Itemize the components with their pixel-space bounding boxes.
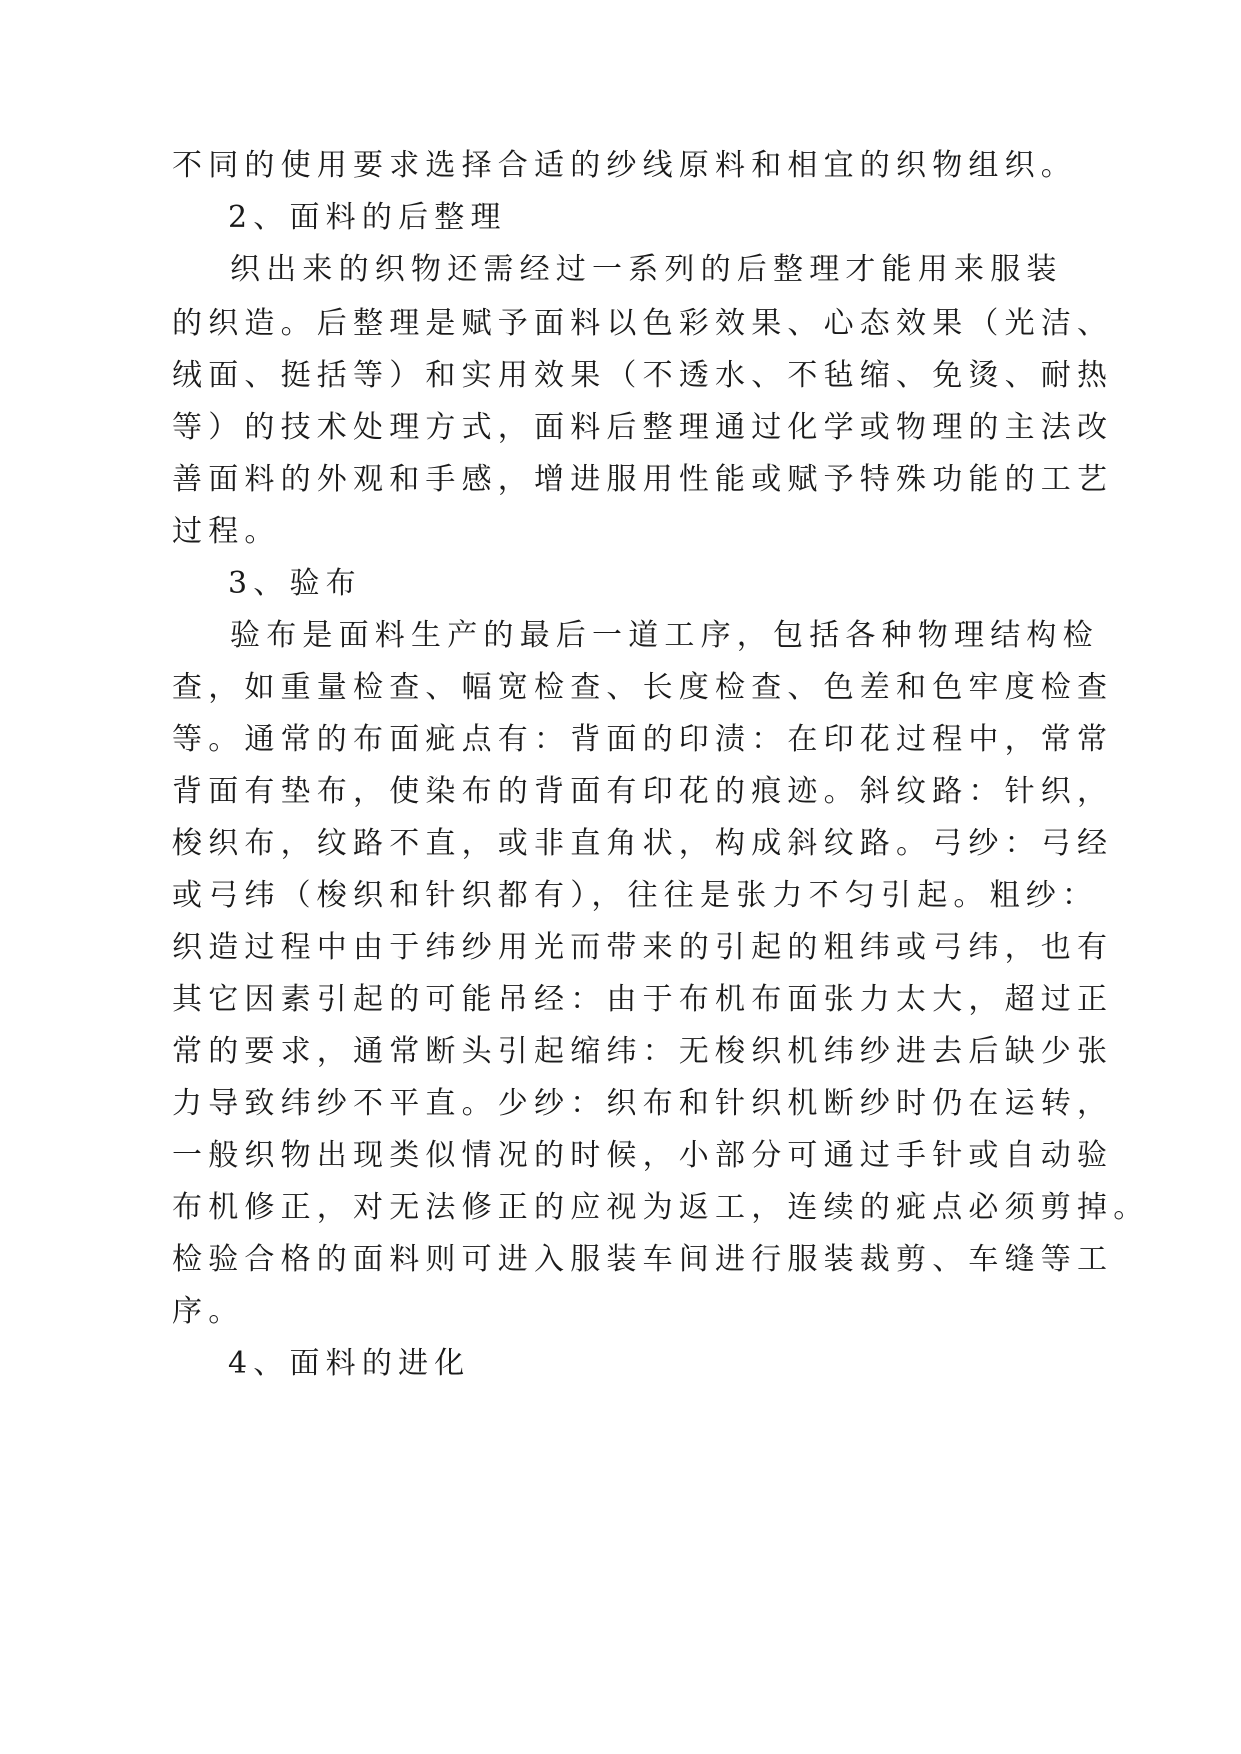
section-heading: 2、面料的后整理: [228, 200, 507, 235]
text-line: 的织造。后整理是赋予面料以色彩效果、心态效果（光洁、: [172, 306, 1114, 341]
text-line: 验布是面料生产的最后一道工序，包括各种物理结构检: [230, 618, 1099, 653]
text-line: 查，如重量检查、幅宽检查、长度检查、色差和色牢度检查: [172, 670, 1114, 705]
text-line: 等）的技术处理方式，面料后整理通过化学或物理的主法改: [172, 410, 1114, 445]
text-line: 或弓纬（梭织和针织都有），往往是张力不匀引起。粗纱：: [172, 878, 1099, 913]
text-line: 等。通常的布面疵点有：背面的印渍：在印花过程中，常常: [172, 722, 1114, 757]
text-line: 力导致纬纱不平直。少纱：织布和针织机断纱时仍在运转，: [172, 1086, 1114, 1121]
text-line: 其它因素引起的可能吊经：由于布机布面张力太大，超过正: [172, 982, 1114, 1017]
text-line: 常的要求，通常断头引起缩纬：无梭织机纬纱进去后缺少张: [172, 1034, 1114, 1069]
text-line: 绒面、挺括等）和实用效果（不透水、不毡缩、免烫、耐热: [172, 358, 1114, 393]
text-line: 善面料的外观和手感，增进服用性能或赋予特殊功能的工艺: [172, 462, 1114, 497]
section-heading: 3、验布: [228, 566, 362, 601]
text-line: 背面有垫布，使染布的背面有印花的痕迹。斜纹路：针织，: [172, 774, 1114, 809]
text-line: 布机修正，对无法修正的应视为返工，连续的疵点必须剪掉。: [172, 1190, 1150, 1225]
text-line: 过程。: [172, 514, 281, 549]
text-line: 检验合格的面料则可进入服装车间进行服装裁剪、车缝等工: [172, 1242, 1114, 1277]
section-heading: 4、面料的进化: [228, 1346, 471, 1381]
text-line: 织出来的织物还需经过一系列的后整理才能用来服装: [230, 252, 1063, 287]
text-line: 梭织布，纹路不直，或非直角状，构成斜纹路。弓纱：弓经: [172, 826, 1114, 861]
text-line: 织造过程中由于纬纱用光而带来的引起的粗纬或弓纬，也有: [172, 930, 1114, 965]
text-line: 序。: [172, 1294, 245, 1329]
text-line: 一般织物出现类似情况的时候，小部分可通过手针或自动验: [172, 1138, 1114, 1173]
text-line: 不同的使用要求选择合适的纱线原料和相宜的织物组织。: [172, 148, 1077, 183]
